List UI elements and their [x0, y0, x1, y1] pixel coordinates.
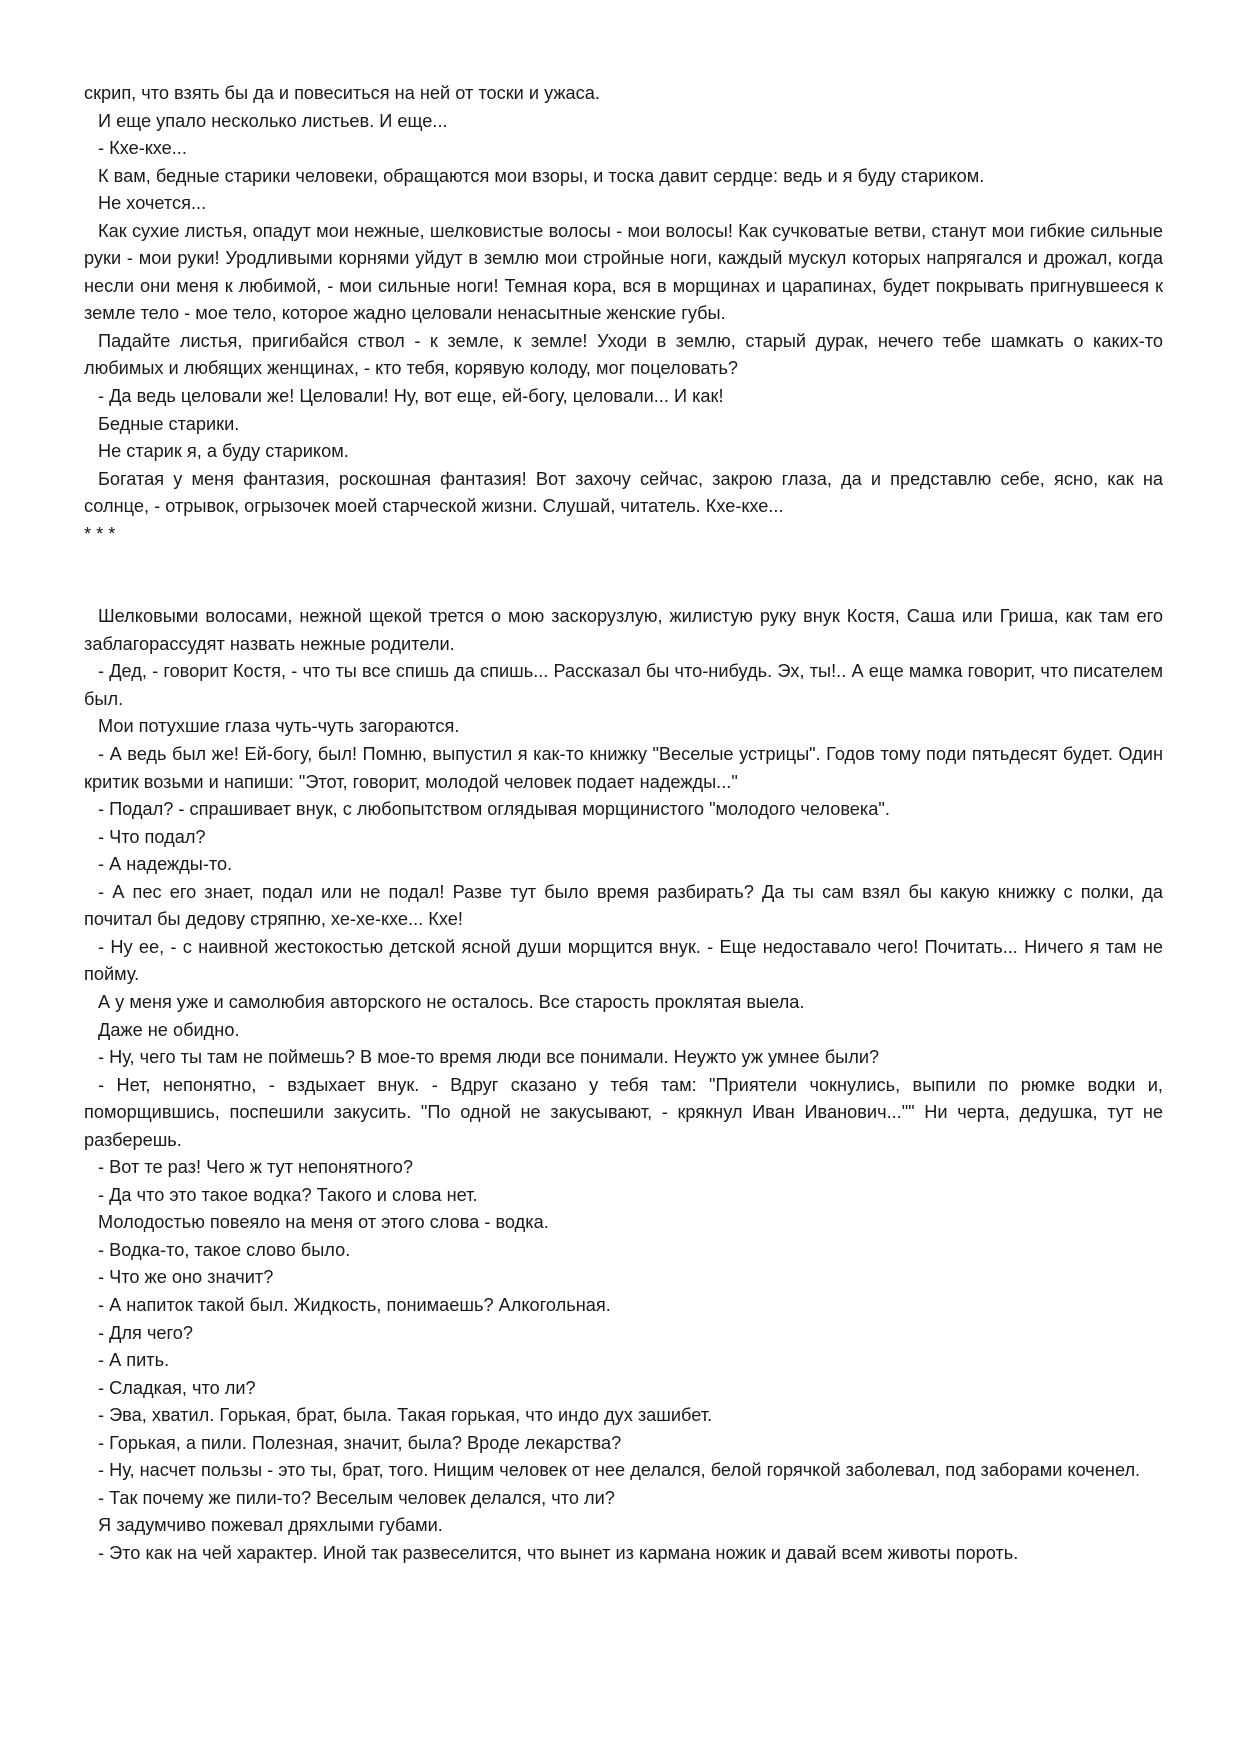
paragraph: скрип, что взять бы да и повеситься на ней от тоски и ужаса. [84, 83, 600, 103]
paragraph: - Что подал? [98, 826, 206, 847]
section-separator: * * * [84, 523, 116, 544]
paragraph: - Для чего? [98, 1322, 193, 1343]
paragraph: - Эва, хватил. Горькая, брат, была. Такая горькая, что индо дух зашибет. [98, 1405, 713, 1426]
paragraph: - Дед, - говорит Костя, - что ты все спишь да спишь... Рассказал бы что-нибудь. Эх, ты!.. А еще мамка говорит, что писателем был. [84, 661, 1163, 709]
paragraph: - Так почему же пили-то? Веселым человек делался, что ли? [98, 1487, 615, 1508]
paragraph: Бедные старики. [98, 413, 240, 434]
paragraph: К вам, бедные старики человеки, обращаются мои взоры, и тоска давит сердце: ведь и я буду стариком. [98, 165, 985, 186]
paragraph: Падайте листья, пригибайся ствол - к земле, к земле! Уходи в землю, старый дурак, нечего тебе шамкать о каких-то любимых и любящих женщинах, - кто тебя, корявую колоду, мог поцеловать? [84, 330, 1163, 379]
paragraph: - Кхе-кхе... [98, 138, 187, 159]
paragraph: - Вот те раз! Чего ж тут непонятного? [98, 1157, 413, 1178]
paragraph: А у меня уже и самолюбия авторского не осталось. Все старость проклятая выела. [98, 991, 805, 1012]
paragraph: Не хочется... [98, 193, 207, 214]
paragraph: Мои потухшие глаза чуть-чуть загораются. [98, 716, 460, 737]
paragraph: - Ну, чего ты там не поймешь? В мое-то время люди все понимали. Неужто уж умнее были? [98, 1047, 880, 1068]
paragraph: - А пес его знает, подал или не подал! Разве тут было время разбирать? Да ты сам взял бы какую книжку с полки, да почитал бы дедову стряпню, хе-хе-кхе... Кхе! [84, 881, 1163, 930]
paragraph: Шелковыми волосами, нежной щекой трется о мою заскорузлую, жилистую руку внук Костя, Саша или Гриша, как там его заблагорассудят назвать нежные родители. [84, 606, 1163, 654]
paragraph: - Это как на чей характер. Иной так развеселится, что вынет из кармана ножик и давай всем животы пороть. [98, 1542, 1019, 1563]
paragraph: - А напиток такой был. Жидкость, понимаешь? Алкогольная. [98, 1294, 611, 1315]
paragraph: Молодостью повеяло на меня от этого слова - водка. [98, 1212, 549, 1233]
paragraph: - Да что это такое водка? Такого и слова нет. [98, 1184, 478, 1205]
paragraph: - Да ведь целовали же! Целовали! Ну, вот еще, ей-богу, целовали... И как! [98, 386, 724, 407]
paragraph: - Горькая, а пили. Полезная, значит, была? Вроде лекарства? [98, 1432, 622, 1453]
section-gap [84, 548, 1163, 603]
paragraph: - Ну ее, - с наивной жестокостью детской ясной души морщится внук. - Еще недоставало чего! Почитать... Ничего я там не пойму. [84, 936, 1163, 985]
paragraph: И еще упало несколько листьев. И еще... [98, 110, 448, 131]
paragraph: Не старик я, а буду стариком. [98, 441, 349, 462]
paragraph: - Нет, непонятно, - вздыхает внук. - Вдруг сказано у тебя там: "Приятели чокнулись, выпили по рюмке водки и, поморщившись, поспешили закусить. "По одной не закусывают, - крякнул Иван Иванович..."" Ни черта, дедушка, тут не разберешь. [84, 1074, 1163, 1150]
paragraph: - Подал? - спрашивает внук, с любопытством оглядывая морщинистого "молодого человека". [98, 799, 890, 820]
paragraph: - А пить. [98, 1350, 170, 1371]
paragraph: Даже не обидно. [98, 1019, 240, 1040]
paragraph: - Что же оно значит? [98, 1267, 274, 1288]
paragraph: - Ну, насчет пользы - это ты, брат, того. Нищим человек от нее делался, белой горячкой заболевал, под заборами коченел. [98, 1460, 1141, 1481]
paragraph: Я задумчиво пожевал дряхлыми губами. [98, 1515, 443, 1536]
paragraph: - Водка-то, такое слово было. [98, 1239, 351, 1260]
document-page [84, 80, 1163, 1567]
paragraph: - А надежды-то. [98, 854, 233, 875]
paragraph: - Сладкая, что ли? [98, 1377, 256, 1398]
paragraph: - А ведь был же! Ей-богу, был! Помню, выпустил я как-то книжку "Веселые устрицы". Годов тому поди пятьдесят будет. Один критик возьми и напиши: "Этот, говорит, молодой человек подает надежды..." [84, 744, 1163, 792]
paragraph: Как сухие листья, опадут мои нежные, шелковистые волосы - мои волосы! Как сучковатые ветви, станут мои гибкие сильные руки - мои руки! Уродливыми корнями уйдут в землю мои стройные ноги, каждый мускул которых напрягался и дрожал, когда несли они меня к любимой, - мои сильные ноги! Темная кора, вся в морщинах и царапинах, будет покрывать пригнувшееся к земле тело - мое тело, которое жадно целовали ненасытные женские губы. [84, 220, 1163, 324]
paragraph: Богатая у меня фантазия, роскошная фантазия! Вот захочу сейчас, закрою глаза, да и представлю себе, ясно, как на солнце, - отрывок, огрызочек моей старческой жизни. Слушай, читатель. Кхе-кхе... [84, 468, 1163, 517]
